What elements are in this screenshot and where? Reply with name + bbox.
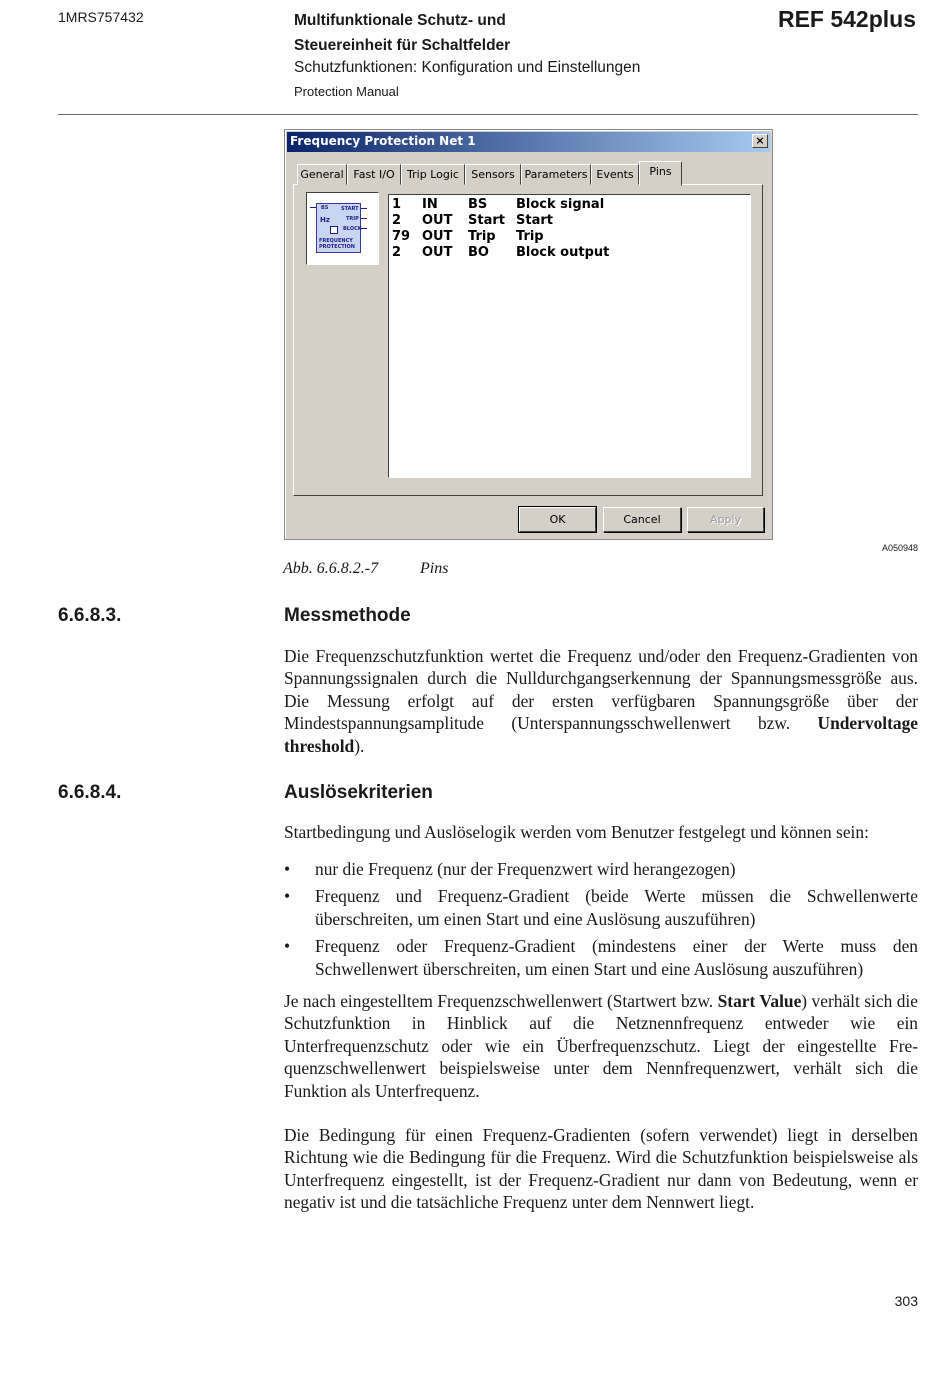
pin-number: 2: [392, 245, 402, 260]
apply-button[interactable]: Apply: [687, 507, 764, 532]
paragraph-text: Je nach eingestelltem Frequenzschwellenwert (Startwert bzw.: [284, 991, 718, 1011]
fb-label-hz: Hz: [320, 216, 330, 224]
fb-input-pin: [310, 207, 316, 208]
dialog-title: Frequency Protection Net 1: [290, 134, 476, 148]
figure-caption-name: Pins: [420, 560, 449, 577]
pin-number: 1: [392, 197, 402, 212]
pins-list[interactable]: [388, 194, 751, 478]
section-number: 6.6.8.3.: [58, 605, 122, 626]
pin-code: BS: [468, 197, 488, 212]
section-paragraph: [284, 990, 918, 1102]
document-id: 1MRS757432: [58, 9, 144, 25]
paragraph-emphasis: Start Value: [717, 991, 802, 1011]
page-number: 303: [894, 1293, 918, 1309]
figure-caption-number: Abb. 6.6.8.2.-7: [283, 560, 379, 577]
pin-number: 79: [392, 229, 411, 244]
pin-number: 2: [392, 213, 402, 228]
figure-code: A050948: [882, 543, 919, 553]
fb-name-line2: PROTECTION: [319, 244, 355, 250]
pin-name: Block signal: [516, 197, 605, 212]
tab-sensors[interactable]: Sensors: [465, 164, 521, 185]
header-divider: [58, 114, 918, 115]
list-item: • nur die Frequenz (nur der Frequenzwert wird herangezogen): [284, 858, 918, 880]
pin-code: BO: [468, 245, 489, 260]
criteria-list: [284, 858, 918, 985]
pin-code: Trip: [468, 229, 496, 244]
tab-fast-io[interactable]: Fast I/O: [347, 164, 401, 185]
pin-direction: OUT: [422, 229, 453, 244]
function-block-icon: [306, 192, 379, 265]
fb-label-bs: BS: [321, 205, 329, 211]
pin-code: Start: [468, 213, 505, 228]
section-title: Auslösekriterien: [284, 782, 433, 803]
header-title: [294, 8, 510, 58]
fb-checkbox-icon: [330, 226, 338, 234]
fb-label-block: BLOCK: [343, 226, 362, 232]
paragraph-text: ) verhält sich die Schutzfunktion in Hinblick auf die Netznennfrequenz entweder wie ein Unterfrequenzschutz oder wie ein Überfrequenzschutz. Liegt der eingestellte Frequenzschwellenwert beispielsweise unter dem Nennfrequenzwert, verhält sich die Funktion als Unterfrequenz.: [284, 991, 918, 1101]
header-title-line1: Multifunktionale Schutz- und: [294, 12, 506, 29]
close-icon[interactable]: ×: [752, 134, 768, 148]
header-subtitle: Schutzfunktionen: Konfiguration und Einstellungen: [294, 59, 641, 76]
list-item: • Frequenz oder Frequenz-Gradient (mindestens einer der Werte muss den Schwellenwert überschreiten, um einen Start und eine Auslösung auszuführen): [284, 935, 918, 980]
cancel-button[interactable]: Cancel: [603, 507, 681, 532]
tab-general[interactable]: General: [297, 164, 347, 185]
frequency-protection-dialog: [284, 129, 773, 540]
fb-output-pin-block: [361, 228, 367, 229]
pin-name: Block output: [516, 245, 610, 260]
pin-direction: OUT: [422, 213, 453, 228]
section-intro: Startbedingung und Auslöselogik werden vom Benutzer festgelegt und können sein:: [284, 822, 869, 842]
tab-parameters[interactable]: Parameters: [521, 164, 591, 185]
fb-output-pin-trip: [361, 218, 367, 219]
ok-button[interactable]: OK: [519, 507, 596, 532]
header-manual: Protection Manual: [294, 84, 399, 99]
pin-name: Trip: [516, 229, 544, 244]
fb-label-start: START: [341, 206, 359, 212]
section-number: 6.6.8.4.: [58, 782, 122, 803]
pin-direction: IN: [422, 197, 438, 212]
dialog-titlebar[interactable]: [287, 132, 770, 152]
function-block-body: [316, 203, 361, 253]
product-name: REF 542plus: [777, 6, 916, 32]
header-title-line2: Steuereinheit für Schaltfelder: [294, 37, 511, 54]
section-title: Messmethode: [284, 605, 411, 626]
tab-events[interactable]: Events: [591, 164, 639, 185]
section-paragraph: Die Bedingung für einen Frequenz-Gradienten (sofern verwendet) liegt in derselben Richtung wie die Bedingung für die Frequenz. Wird die Schutzfunktion beispielsweise als Unterfrequenz eingestellt, ist der Frequenz-Gradient nur dann von Bedeutung, wenn er negativ ist und die tatsächliche Frequenz unter dem Nennwert liegt.: [284, 1125, 918, 1213]
tab-trip-logic[interactable]: Trip Logic: [401, 164, 465, 185]
fb-output-pin-start: [361, 208, 367, 209]
list-item: • Frequenz und Frequenz-Gradient (beide Werte müssen die Schwellenwerte überschreiten, um einen Start und eine Auslösung auszuführen): [284, 885, 918, 930]
tab-pins[interactable]: Pins: [639, 161, 682, 186]
figure-caption: [283, 560, 449, 578]
section-paragraph: Die Frequenzschutzfunktion wertet die Frequenz und/oder den Frequenz-Gradienten von Spannungssignalen durch die Nulldurchgangserkennung der Spannungsmessgröße aus. Die Messung erfolgt auf der ersten verfügbaren Spannungsgröße über der Mindestspannungsamplitude (Unterspannungsschwellenwert bzw. Undervoltage threshold).: [284, 646, 918, 756]
pin-name: Start: [516, 213, 553, 228]
fb-name-line1: FREQUENCY: [319, 238, 353, 244]
pin-direction: OUT: [422, 245, 453, 260]
fb-label-trip: TRIP: [346, 216, 359, 222]
